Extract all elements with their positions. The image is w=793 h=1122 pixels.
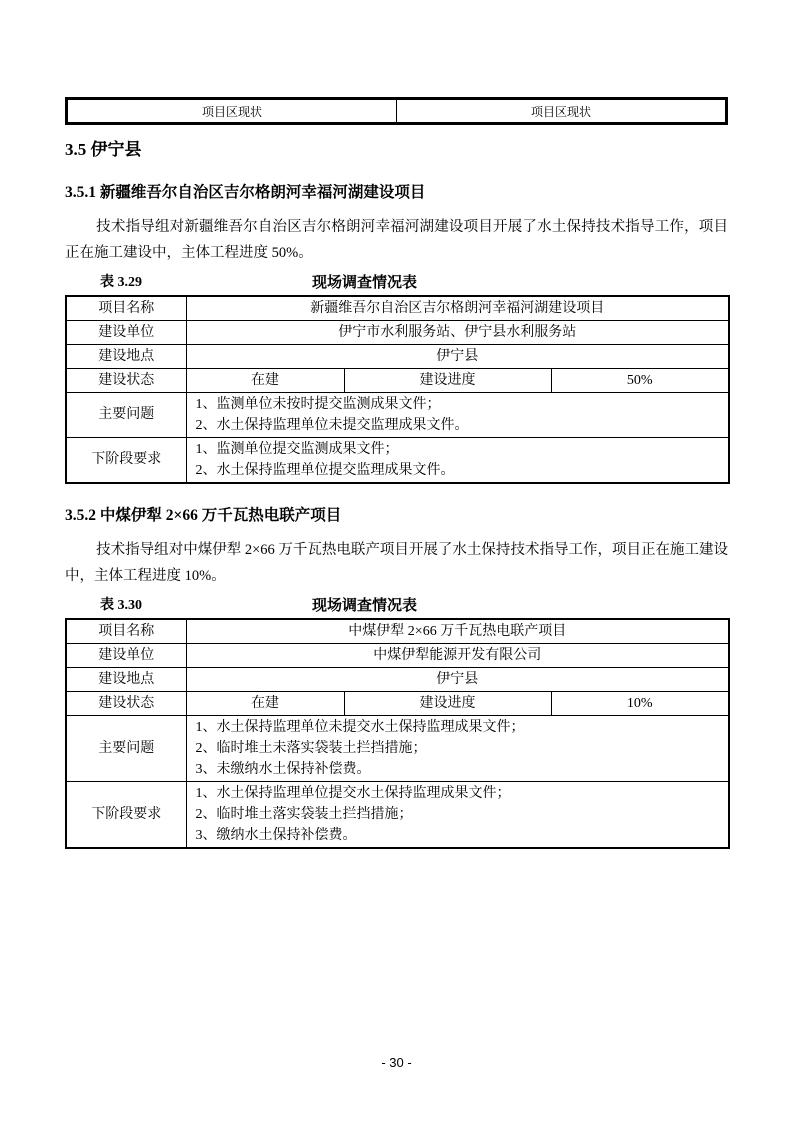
header-row [67,99,727,124]
issue-line: 2、临时堆土未落实袋装土拦挡措施； [195,741,427,756]
issue-line: 2、水土保持监理单位未提交监理成果文件。 [195,418,469,433]
issues-value [186,716,729,782]
builder-value: 中煤伊犁能源开发有限公司 [186,644,729,668]
next-stage-value [186,438,729,484]
issues-label: 主要问题 [66,393,186,438]
issue-line: 1、水土保持监理单位未提交水土保持监理成果文件； [195,720,525,735]
issue-line: 1、监测单位未按时提交监测成果文件； [195,397,441,412]
subsection-heading-2: 3.5.2 中煤伊犁 2×66 万千瓦热电联产项目 [65,507,342,524]
builder-label: 建设单位 [66,321,186,345]
location-value: 伊宁县 [186,345,729,369]
issue-line: 3、未缴纳水土保持补偿费。 [195,762,371,777]
location-value: 伊宁县 [186,668,729,692]
status-label: 建设状态 [66,692,186,716]
table-row [66,668,729,692]
table-number-1: 表 3.29 [100,275,142,290]
table-caption-row-1 [65,272,728,293]
project-name-label: 项目名称 [66,619,186,644]
page-number: - 30 - [381,1055,412,1070]
status-value: 在建 [186,692,344,716]
subsection-heading-1: 3.5.1 新疆维吾尔自治区吉尔格朗河幸福河湖建设项目 [65,184,426,201]
table-number-2: 表 3.30 [100,598,142,613]
table-row [66,782,729,849]
next-stage-value [186,782,729,849]
progress-value: 10% [551,692,729,716]
next-stage-label: 下阶段要求 [66,782,186,849]
issues-value [186,393,729,438]
table-row [66,369,729,393]
next-stage-label: 下阶段要求 [66,438,186,484]
header-cell-left: 项目区现状 [67,99,397,124]
next-stage-line: 1、水土保持监理单位提交水土保持监理成果文件； [195,786,511,801]
subsection-paragraph-2: 技术指导组对中煤伊犁 2×66 万千瓦热电联产项目开展了水土保持技术指导工作，项目正在施工建设中，主体工程进度 10%。 [65,542,728,584]
table-row [66,644,729,668]
next-stage-line: 1、监测单位提交监测成果文件； [195,442,399,457]
project-name-label: 项目名称 [66,296,186,321]
status-value: 在建 [186,369,344,393]
progress-value: 50% [551,369,729,393]
status-label: 建设状态 [66,369,186,393]
builder-label: 建设单位 [66,644,186,668]
location-label: 建设地点 [66,345,186,369]
survey-table-2 [65,618,730,849]
subsection-paragraph-1: 技术指导组对新疆维吾尔自治区吉尔格朗河幸福河湖建设项目开展了水土保持技术指导工作，项目正在施工建设中，主体工程进度 50%。 [65,219,728,261]
project-name-value: 新疆维吾尔自治区吉尔格朗河幸福河湖建设项目 [186,296,729,321]
header-cell-right: 项目区现状 [397,99,727,124]
progress-label: 建设进度 [344,692,551,716]
table-row [66,321,729,345]
next-stage-line: 2、水土保持监理单位提交监理成果文件。 [195,463,455,478]
builder-value: 伊宁市水利服务站、伊宁县水利服务站 [186,321,729,345]
progress-label: 建设进度 [344,369,551,393]
table-row [66,345,729,369]
survey-table-1 [65,295,730,484]
location-label: 建设地点 [66,668,186,692]
table-row [66,296,729,321]
table-row [66,692,729,716]
table-row [66,619,729,644]
table-row [66,716,729,782]
next-stage-line: 3、缴纳水土保持补偿费。 [195,828,357,843]
table-caption-1: 现场调查情况表 [311,274,417,291]
table-caption-2: 现场调查情况表 [311,597,417,614]
section-heading: 3.5 伊宁县 [65,140,142,159]
issues-label: 主要问题 [66,716,186,782]
table-row [66,438,729,484]
project-name-value: 中煤伊犁 2×66 万千瓦热电联产项目 [186,619,729,644]
next-stage-line: 2、临时堆土落实袋装土拦挡措施； [195,807,413,822]
page-header-table [65,97,728,125]
table-row [66,393,729,438]
table-caption-row-2 [65,595,728,616]
